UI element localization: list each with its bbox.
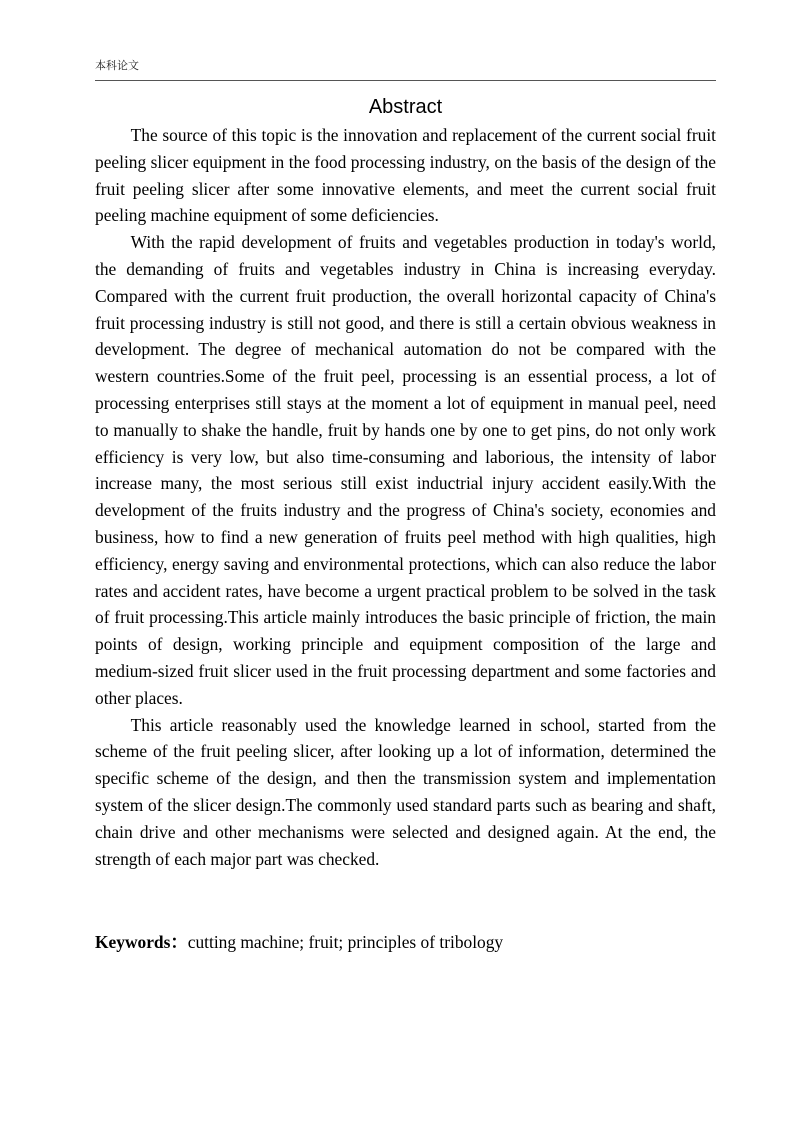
keywords-line xyxy=(95,929,716,956)
abstract-paragraph-3: This article reasonably used the knowledge learned in school, started from the scheme of the fruit peeling slicer, after looking up a lot of information, determined the specific scheme of the design, and then the transmission system and implementation system of the slicer design.The commonly used standard parts such as bearing and shaft, chain drive and other mechanisms were selected and designed again. At the end, the strength of each major part was checked. xyxy=(95,714,716,869)
header-divider xyxy=(95,80,716,81)
page-header: 本科论文 xyxy=(95,59,139,72)
abstract-paragraph-2: With the rapid development of fruits and vegetables production in today's world, the demanding of fruits and vegetables industry in China is increasing everyday. Compared with the current fruit production, the overall horizontal capacity of China's fruit processing industry is still not good, and there is still a certain obvious weakness in development. The degree of mechanical automation do not be compared with the western countries.Some of the fruit peel, processing is an essential process, a lot of processing enterprises still stays at the moment a lot of equipment in manual peel, need to manually to shake the handle, fruit by hands one by one to get pins, do not only work efficiency is very low, but also time-consuming and laborious, the intensity of labor increase many, the most serious still exist inductrial injury accident easily.With the development of the fruits industry and the progress of China's society, economies and business, how to find a new generation of fruits peel method with high qualities, high efficiency, energy saving and environmental protections, which can also reduce the labor rates and accident rates, have become a urgent practical problem to be solved in the task of fruit processing.This article mainly introduces the basic principle of friction, the main points of design, working principle and equipment composition of the large and medium-sized fruit slicer used in the fruit processing department and some factories and other places. xyxy=(95,232,716,708)
keywords-text: cutting machine; fruit; principles of tribology xyxy=(187,932,504,952)
abstract-body xyxy=(95,122,716,872)
keywords-label: Keywords： xyxy=(95,932,188,952)
abstract-title: Abstract xyxy=(368,96,443,118)
abstract-paragraph-1: The source of this topic is the innovation and replacement of the current social fruit peeling slicer equipment in the food processing industry, on the basis of the design of the fruit peeling slicer after some innovative elements, and meet the current social fruit peeling machine equipment of some deficiencies. xyxy=(95,125,716,226)
